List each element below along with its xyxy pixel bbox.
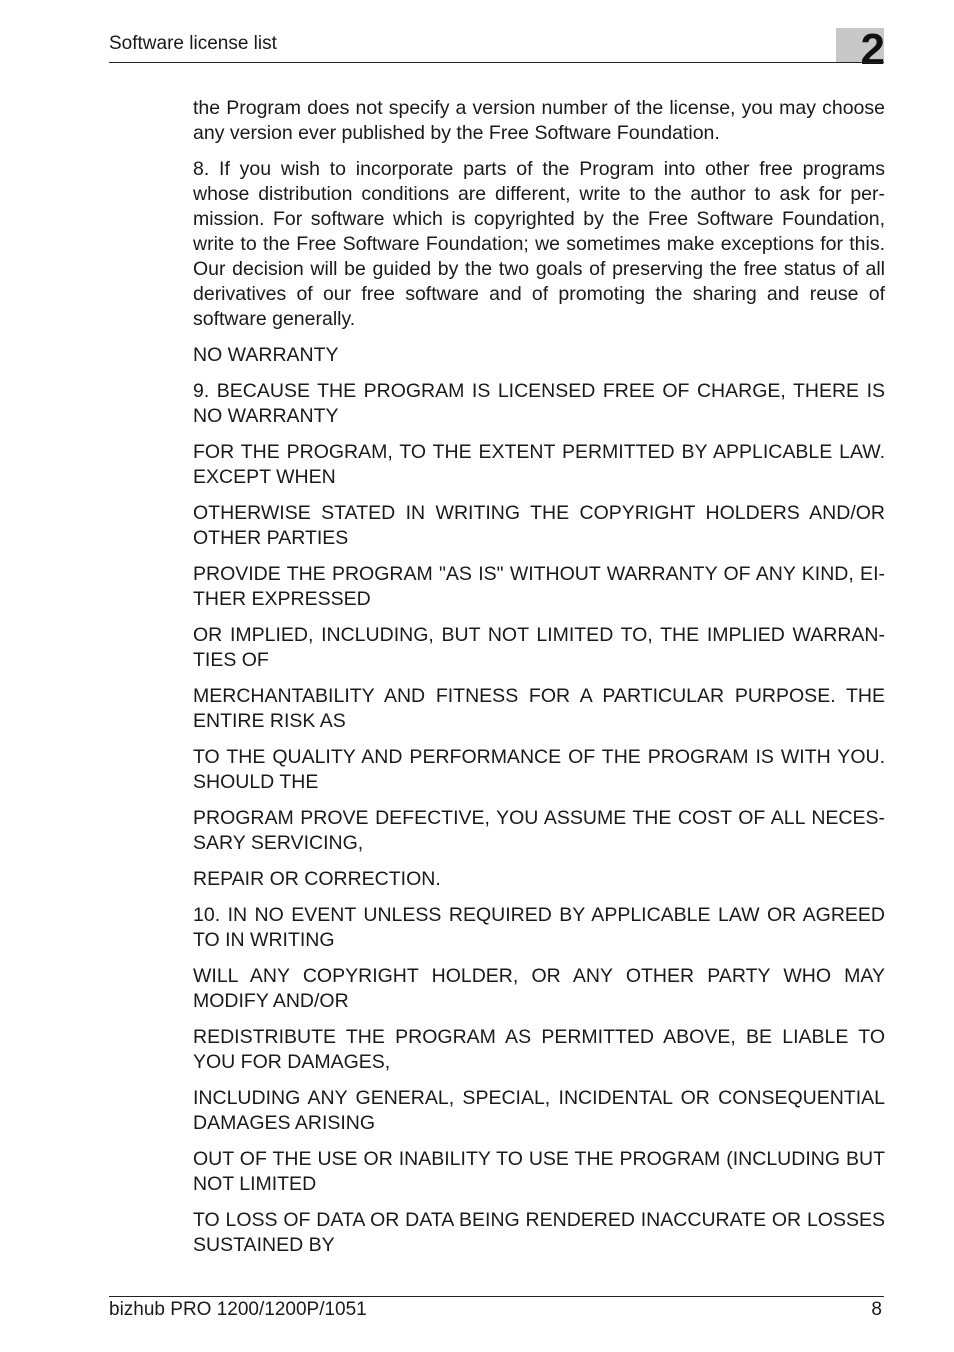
paragraph-liability-6: TO LOSS OF DATA OR DATA BEING RENDERED INACCURATE OR LOSSES SUSTAINED BY <box>193 1209 885 1256</box>
footer-product-name: bizhub PRO 1200/1200P/1051 <box>109 1299 367 1320</box>
paragraph-warranty-2: FOR THE PROGRAM, TO THE EXTENT PERMITTED BY APPLICABLE LAW. EXCEPT WHEN <box>193 441 885 488</box>
footer-divider <box>109 1296 884 1297</box>
paragraph-version-choice: the Program does not specify a version number of the license, you may choose any version ever published by the Free Software Foundation. <box>193 97 885 144</box>
paragraph-section-10: 10. IN NO EVENT UNLESS REQUIRED BY APPLICABLE LAW OR AGREED TO IN WRITING <box>193 904 885 951</box>
paragraph-section-9: 9. BECAUSE THE PROGRAM IS LICENSED FREE OF CHARGE, THERE IS NO WARRANTY <box>193 380 885 427</box>
paragraph-warranty-4: PROVIDE THE PROGRAM "AS IS" WITHOUT WARRANTY OF ANY KIND, EITHER EXPRESSED <box>193 563 885 610</box>
paragraph-warranty-9: REPAIR OR CORRECTION. <box>193 868 441 890</box>
heading-no-warranty: NO WARRANTY <box>193 344 339 366</box>
paragraph-warranty-8: PROGRAM PROVE DEFECTIVE, YOU ASSUME THE COST OF ALL NECESSARY SERVICING, <box>193 807 885 854</box>
paragraph-warranty-7: TO THE QUALITY AND PERFORMANCE OF THE PROGRAM IS WITH YOU. SHOULD THE <box>193 746 885 793</box>
running-header-title: Software license list <box>109 33 277 54</box>
paragraph-warranty-3: OTHERWISE STATED IN WRITING THE COPYRIGHT HOLDERS AND/OR OTHER PARTIES <box>193 502 885 549</box>
paragraph-warranty-5: OR IMPLIED, INCLUDING, BUT NOT LIMITED TO, THE IMPLIED WARRANTIES OF <box>193 624 885 671</box>
page-body <box>193 96 885 1269</box>
paragraph-liability-4: INCLUDING ANY GENERAL, SPECIAL, INCIDENTAL OR CONSEQUENTIAL DAMAGES ARISING <box>193 1087 885 1134</box>
header-divider <box>109 62 884 63</box>
paragraph-liability-5: OUT OF THE USE OR INABILITY TO USE THE PROGRAM (INCLUDING BUT NOT LIMITED <box>193 1148 885 1195</box>
paragraph-liability-2: WILL ANY COPYRIGHT HOLDER, OR ANY OTHER PARTY WHO MAY MODIFY AND/OR <box>193 965 885 1012</box>
chapter-number: 2 <box>860 25 884 74</box>
paragraph-warranty-6: MERCHANTABILITY AND FITNESS FOR A PARTICULAR PURPOSE. THE ENTIRE RISK AS <box>193 685 885 732</box>
footer-page-number: 8 <box>871 1299 882 1320</box>
paragraph-liability-3: REDISTRIBUTE THE PROGRAM AS PERMITTED ABOVE, BE LIABLE TO YOU FOR DAMAGES, <box>193 1026 885 1073</box>
paragraph-section-8: 8. If you wish to incorporate parts of the Program into other free programs whose distribution conditions are different, write to the author to ask for permission. For software which is copyrighted by the Free Software Foundation, write to the Free Software Foundation; we sometimes make exceptions for this. Our decision will be guided by the two goals of preserving the free status of all derivatives of our free software and of promoting the sharing and reuse of software generally. <box>193 158 885 330</box>
